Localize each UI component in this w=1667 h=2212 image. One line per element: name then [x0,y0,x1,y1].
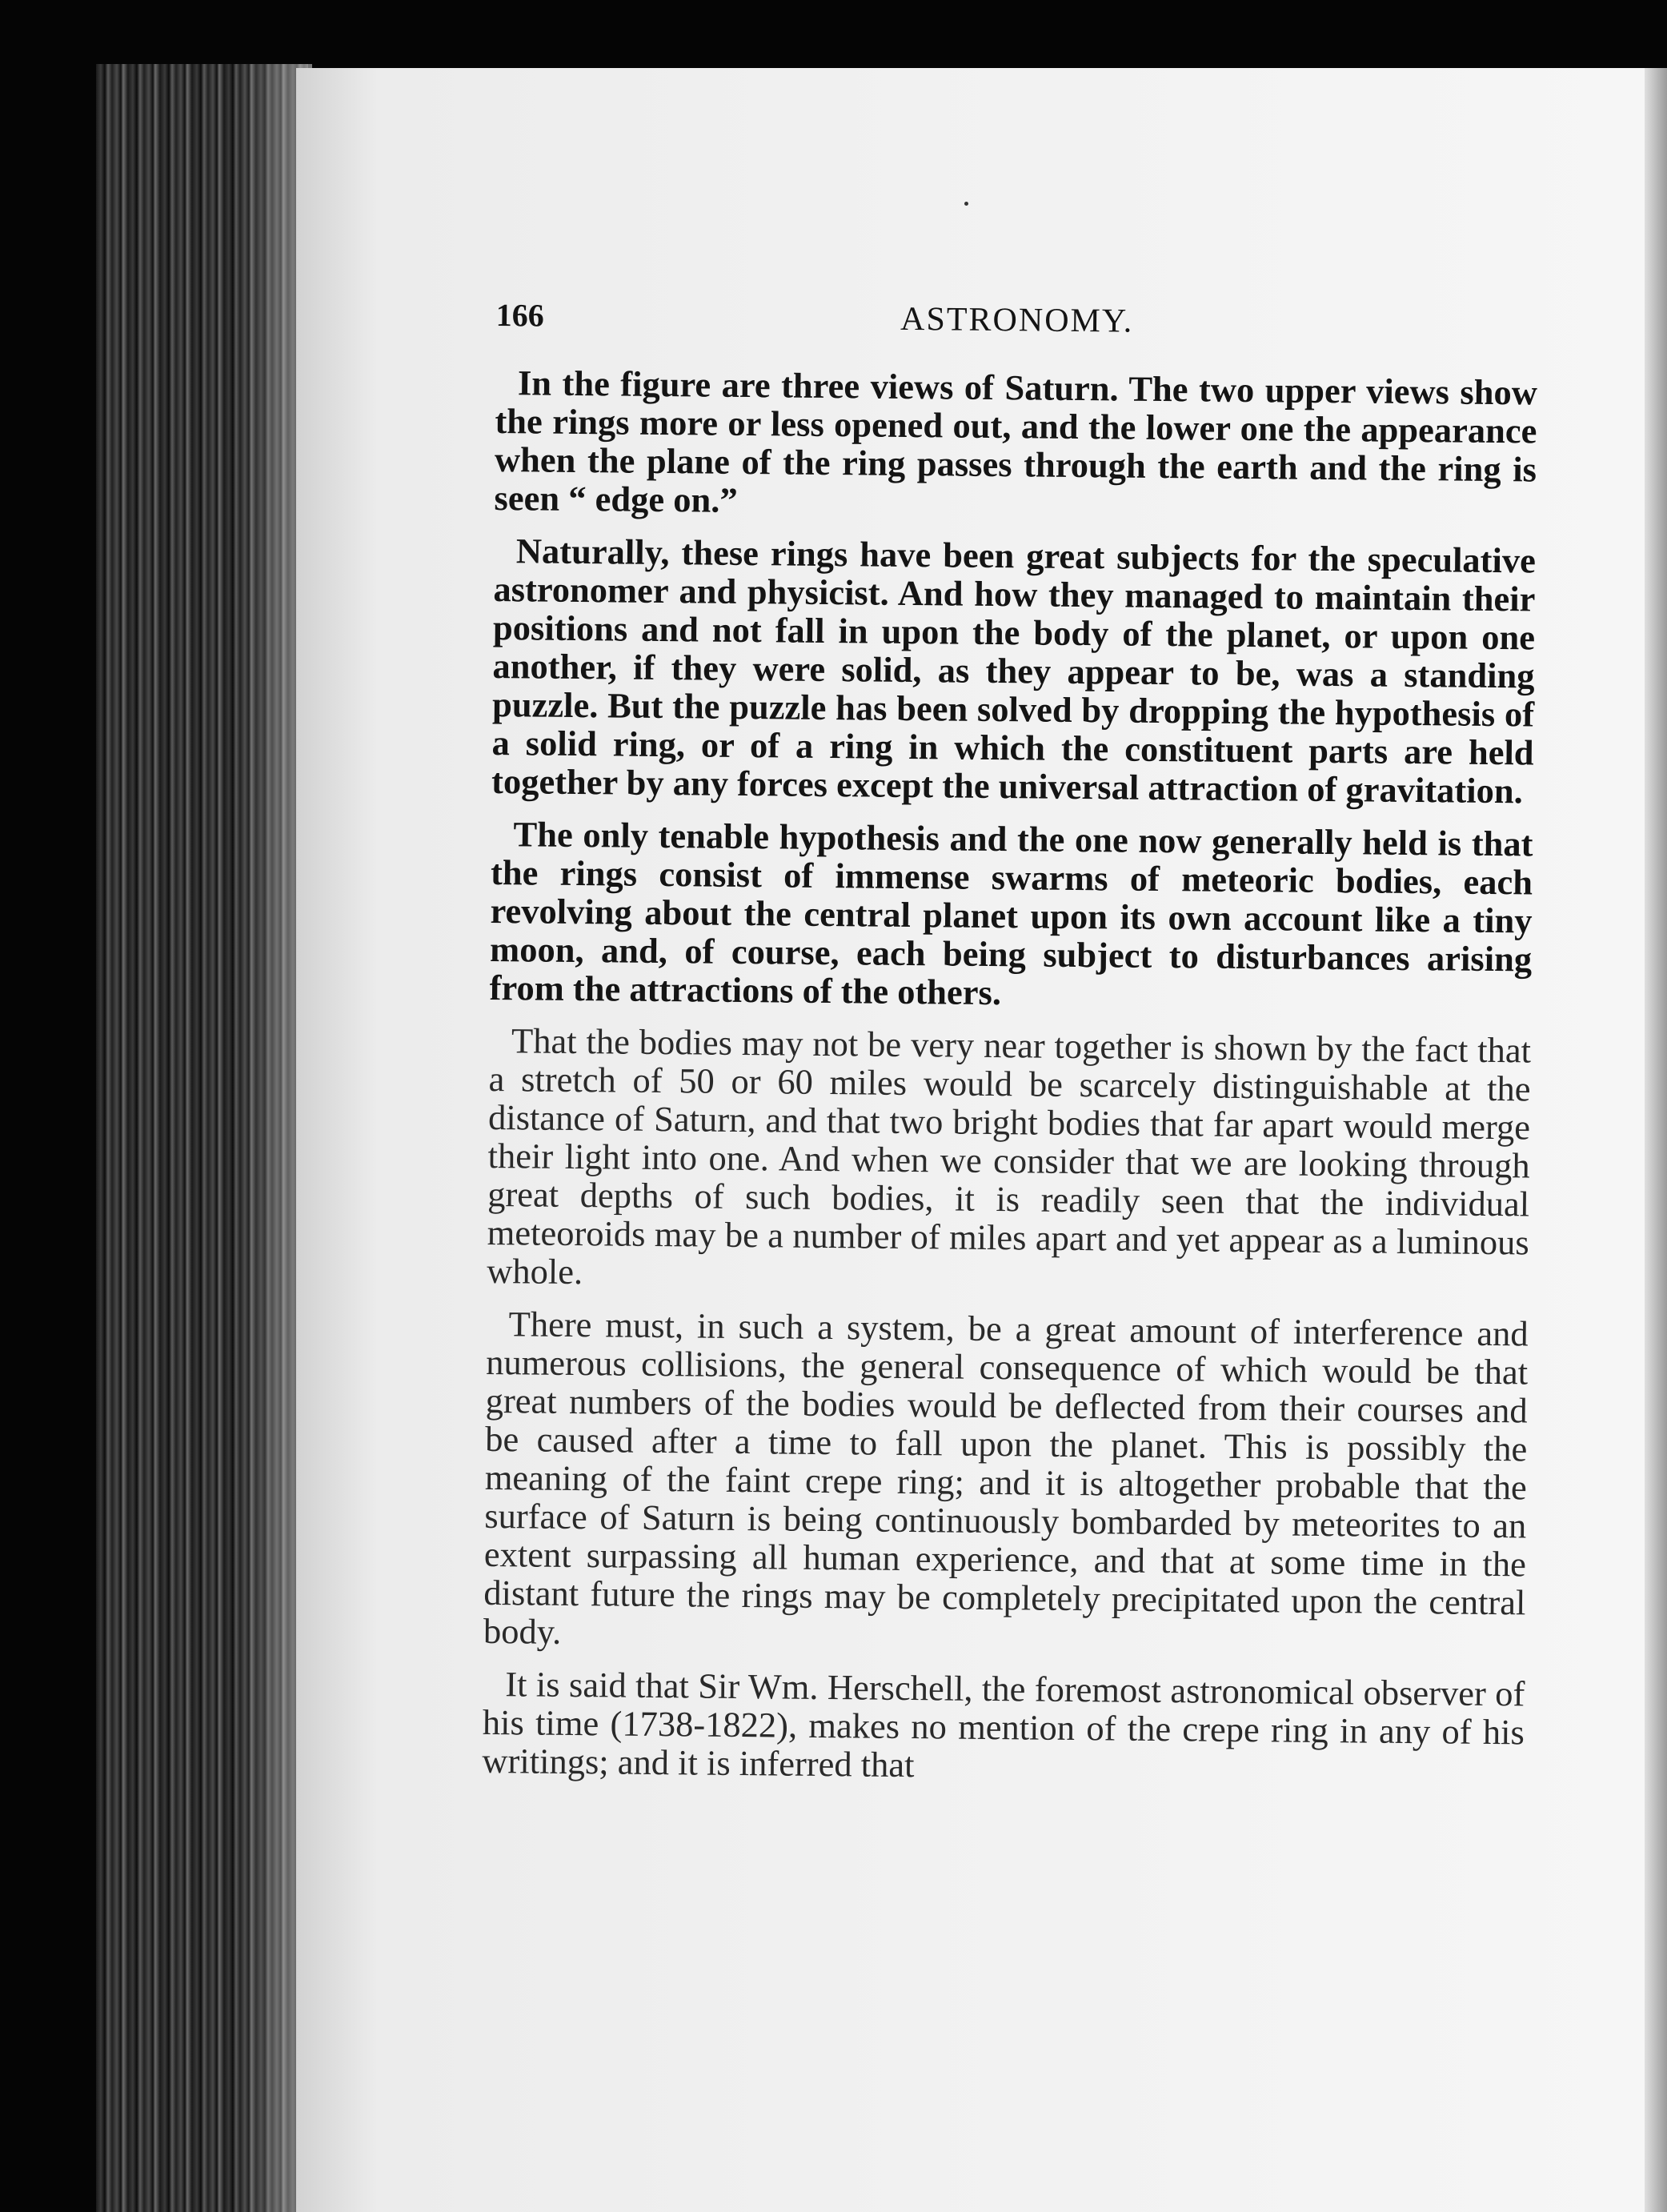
paragraph: In the figure are three views of Saturn. The two upper views show the rings more or less opened out, and the lower one the appearance when the plane of the ring passes through the earth and the ring is seen “ edge on.” [494,363,1538,520]
page-number: 166 [495,296,544,334]
paragraph: There must, in such a system, be a great amount of interference and numerous collisions, the general consequence of which would be that great numbers of the bodies would be deflected from their courses and be caused after a time to fall upon the planet. This is possibly the meaning of the faint crepe ring; and it is altogether probable that the surface of Saturn is being continuously bombarded by meteorites to an extent surpassing all human experience, and that at some time in the distant future the rings may be completely precipitated upon the central body. [483,1304,1529,1652]
paragraph: That the bodies may not be very near together is shown by the fact that a stretch of 50 or 60 miles would be scarcely distinguishable at the distance of Saturn, and that two bright bodies that far apart would merge their light into one. And when we consider that we are looking through great depths of such bodies, it is readily seen that the individual meteoroids may be a number of miles apart and yet appear as a luminous whole. [487,1020,1532,1292]
text-block [482,296,1538,1804]
dust-speck [964,202,968,206]
paragraph: Naturally, these rings have been great subjects for the speculative astronomer and physicist. And how they managed to maintain their positions and not fall in upon the body of the planet, or upon one another, if they were solid, as they appear to be, was a standing puzzle. But the puzzle has been solved by dropping the hypothesis of a solid ring, or of a ring in which the constituent parts are held together by any forces except the universal attraction of gravitation. [491,531,1537,811]
running-head [495,296,1538,362]
page-right-edge [1645,68,1667,2212]
paragraph: It is said that Sir Wm. Herschell, the foremost astronomical observer of his time (1738-1822), makes no mention of the crepe ring in any of his writings; and it is inferred that [482,1664,1525,1785]
page-title: ASTRONOMY. [900,300,1134,340]
paragraph: The only tenable hypothesis and the one now generally held is that the rings consist of immense swarms of meteoric bodies, each revolving about the central planet upon its own account like a tiny moon, and, of course, each being subject to disturbances arising from the attractions of the others. [489,814,1533,1013]
